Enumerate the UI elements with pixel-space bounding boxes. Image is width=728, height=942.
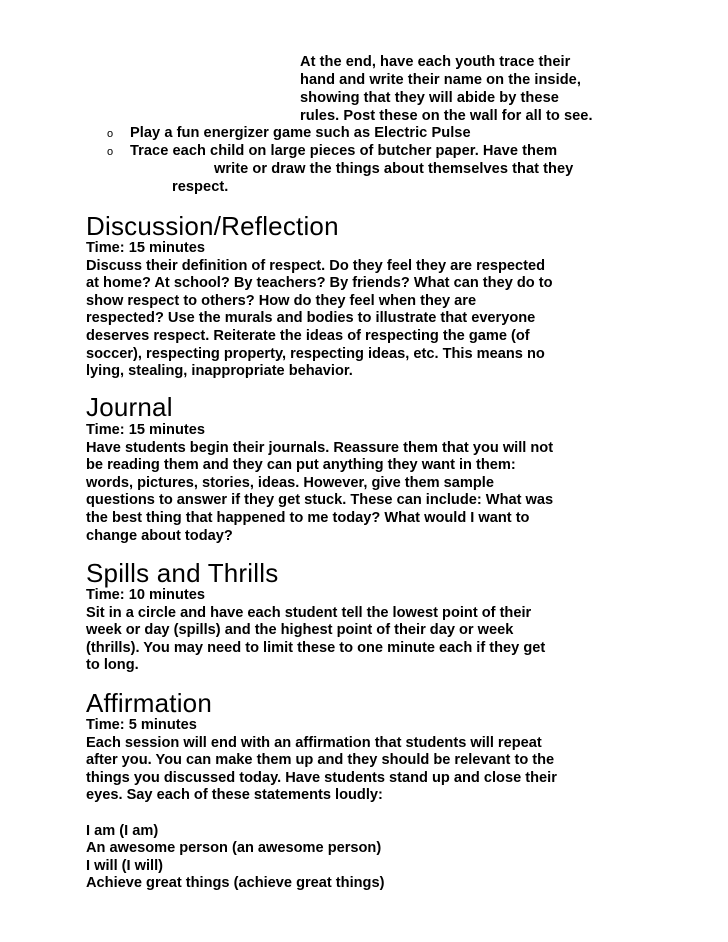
section-body (86, 240, 646, 381)
section-time: Time: 10 minutes (86, 587, 205, 603)
intro-text-line: At the end, have each youth trace their (300, 54, 571, 70)
bullet-marker: o (107, 128, 114, 140)
body-line: Each session will end with an affirmation that students will repeat (86, 734, 542, 751)
body-line: change about today? (86, 527, 233, 544)
body-line: questions to answer if they get stuck. These can include: What was (86, 492, 554, 509)
body-line: show respect to others? How do they feel when they are (86, 292, 477, 309)
section-time: Time: 15 minutes (86, 422, 205, 438)
body-line: the best thing that happened to me today? What would I want to (86, 509, 530, 526)
body-line: Have students begin their journals. Reassure them that you will not (86, 439, 554, 456)
body-line: eyes. Say each of these statements loudly: (86, 787, 383, 804)
blank-line (86, 805, 646, 823)
affirmation-statement: An awesome person (an awesome person) (86, 840, 382, 857)
intro-text-line: showing that they will abide by these (300, 90, 559, 106)
section-body (86, 422, 646, 545)
body-line: respected? Use the murals and bodies to illustrate that everyone (86, 310, 536, 327)
affirmation-statement: I am (I am) (86, 822, 159, 839)
body-line: week or day (spills) and the highest point of their day or week (86, 622, 514, 639)
intro-text-line: hand and write their name on the inside, (300, 72, 581, 88)
bullet-marker: o (107, 146, 114, 158)
body-line: after you. You can make them up and they should be relevant to the (86, 752, 555, 769)
intro-text-line: rules. Post these on the wall for all to see. (300, 108, 593, 124)
affirmation-statement: Achieve great things (achieve great things) (86, 875, 385, 892)
body-line: Discuss their definition of respect. Do they feel they are respected (86, 257, 546, 274)
section-time: Time: 15 minutes (86, 240, 205, 256)
section-heading: Affirmation (86, 688, 212, 718)
affirmation-statement: I will (I will) (86, 857, 164, 874)
section-time: Time: 5 minutes (86, 717, 197, 733)
body-line: Sit in a circle and have each student tell the lowest point of their (86, 604, 532, 621)
bullet-item-continued: respect. (172, 179, 229, 195)
body-line: things you discussed today. Have students stand up and close their (86, 769, 557, 786)
body-line: deserves respect. Reiterate the ideas of respecting the game (of (86, 327, 530, 344)
body-line: at home? At school? By teachers? By friends? What can they do to (86, 275, 553, 292)
body-line: be reading them and they can put anything they want in them: (86, 457, 516, 474)
body-line: words, pictures, stories, ideas. However, give them sample (86, 474, 494, 491)
section-body (86, 717, 646, 893)
bullet-item: Play a fun energizer game such as Electric Pulse (130, 125, 471, 141)
body-line: to long. (86, 657, 139, 674)
bullet-item-continued: write or draw the things about themselves that they (214, 161, 574, 177)
body-line: lying, stealing, inappropriate behavior. (86, 363, 353, 380)
section-heading: Spills and Thrills (86, 558, 279, 588)
body-line: (thrills). You may need to limit these to one minute each if they get (86, 639, 546, 656)
section-heading: Journal (86, 392, 173, 422)
section-heading: Discussion/Reflection (86, 211, 339, 241)
bullet-item: Trace each child on large pieces of butcher paper. Have them (130, 143, 558, 159)
body-line: soccer), respecting property, respecting ideas, etc. This means no (86, 345, 545, 362)
section-body (86, 587, 646, 675)
